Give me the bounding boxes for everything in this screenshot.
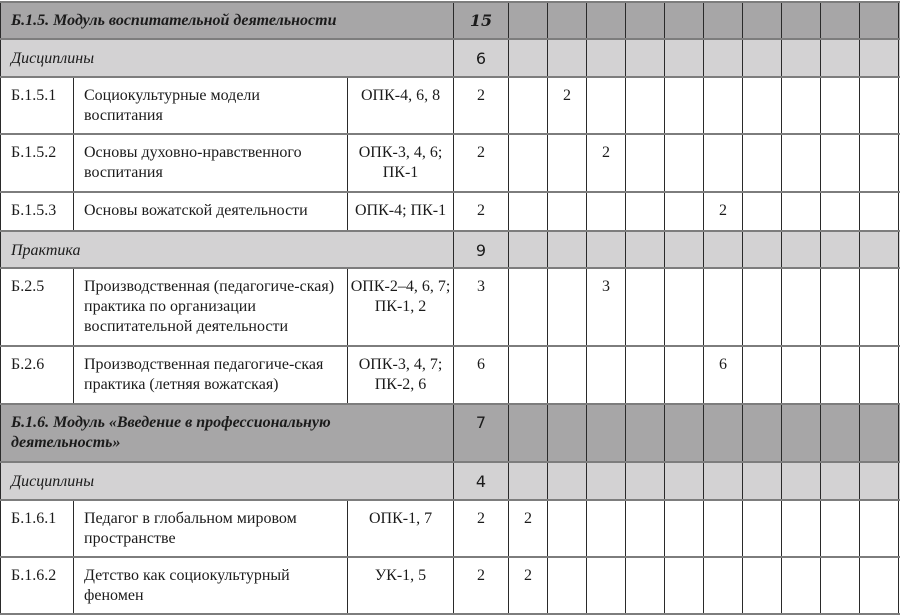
semester-cell xyxy=(587,231,626,268)
total-credits: 2 xyxy=(454,77,509,134)
competencies: УК-1, 5 xyxy=(348,557,454,614)
semester-cell xyxy=(860,231,899,268)
semester-cell xyxy=(704,500,743,557)
semester-cell xyxy=(548,462,587,500)
semester-cell xyxy=(548,500,587,557)
semester-cell xyxy=(587,2,626,39)
module-total-credits: 15 xyxy=(454,2,509,39)
semester-cell xyxy=(860,192,899,231)
section-total-credits: 4 xyxy=(454,462,509,500)
semester-cell xyxy=(704,2,743,39)
semester-cell xyxy=(743,404,782,462)
semester-cell xyxy=(587,192,626,231)
section-row xyxy=(1,231,900,268)
semester-cell xyxy=(665,557,704,614)
semester-cell: 2 xyxy=(509,557,548,614)
semester-cell xyxy=(587,404,626,462)
semester-cell xyxy=(782,404,821,462)
semester-cell xyxy=(860,268,899,346)
semester-cell xyxy=(587,557,626,614)
semester-cell xyxy=(665,268,704,346)
semester-cell xyxy=(626,268,665,346)
semester-cell: 2 xyxy=(509,500,548,557)
semester-cell xyxy=(665,134,704,192)
competencies: ОПК-3, 4, 7; ПК-2, 6 xyxy=(348,346,454,404)
semester-cell xyxy=(860,2,899,39)
discipline-name: Производственная (педагогиче-ская) практика по организации воспитательной деятельности xyxy=(74,268,348,346)
semester-cell xyxy=(704,77,743,134)
semester-cell xyxy=(782,557,821,614)
semester-cell xyxy=(509,39,548,77)
table-row xyxy=(1,268,900,346)
discipline-name: Социокультурные модели воспитания xyxy=(74,77,348,134)
discipline-name: Детство как социокультурный феномен xyxy=(74,557,348,614)
section-total-credits: 6 xyxy=(454,39,509,77)
semester-cell xyxy=(626,2,665,39)
semester-cell xyxy=(509,2,548,39)
semester-cell xyxy=(665,346,704,404)
semester-cell: 2 xyxy=(548,77,587,134)
discipline-code: Б.2.6 xyxy=(1,346,74,404)
semester-cell xyxy=(626,462,665,500)
table-row xyxy=(1,500,900,557)
semester-cell xyxy=(743,346,782,404)
semester-cell xyxy=(860,39,899,77)
semester-cell xyxy=(782,2,821,39)
semester-cell xyxy=(548,39,587,77)
semester-cell xyxy=(587,500,626,557)
module-title: Б.1.6. Модуль «Введение в профессиональную деятельность» xyxy=(1,404,454,462)
section-row xyxy=(1,462,900,500)
table-row xyxy=(1,134,900,192)
module-row xyxy=(1,404,900,462)
semester-cell xyxy=(548,134,587,192)
semester-cell xyxy=(743,500,782,557)
semester-cell xyxy=(821,404,860,462)
semester-cell xyxy=(704,557,743,614)
semester-cell xyxy=(548,346,587,404)
semester-cell xyxy=(821,2,860,39)
semester-cell xyxy=(743,557,782,614)
semester-cell xyxy=(665,462,704,500)
total-credits: 2 xyxy=(454,134,509,192)
semester-cell xyxy=(626,134,665,192)
semester-cell xyxy=(587,77,626,134)
semester-cell xyxy=(782,268,821,346)
semester-cell xyxy=(509,192,548,231)
semester-cell xyxy=(821,557,860,614)
semester-cell xyxy=(665,500,704,557)
semester-cell xyxy=(626,192,665,231)
semester-cell xyxy=(665,231,704,268)
semester-cell xyxy=(743,268,782,346)
semester-cell xyxy=(626,557,665,614)
discipline-name: Педагог в глобальном мировом пространстве xyxy=(74,500,348,557)
semester-cell xyxy=(587,462,626,500)
semester-cell xyxy=(782,462,821,500)
semester-cell xyxy=(782,346,821,404)
semester-cell xyxy=(860,346,899,404)
semester-cell xyxy=(860,134,899,192)
discipline-code: Б.1.5.3 xyxy=(1,192,74,231)
semester-cell xyxy=(743,192,782,231)
module-row xyxy=(1,2,900,39)
semester-cell xyxy=(782,231,821,268)
semester-cell xyxy=(665,192,704,231)
semester-cell xyxy=(821,231,860,268)
table-row xyxy=(1,346,900,404)
semester-cell xyxy=(509,77,548,134)
semester-cell xyxy=(821,77,860,134)
semester-cell: 6 xyxy=(704,346,743,404)
semester-cell xyxy=(665,2,704,39)
semester-cell xyxy=(509,462,548,500)
semester-cell xyxy=(743,462,782,500)
discipline-code: Б.1.5.2 xyxy=(1,134,74,192)
semester-cell xyxy=(548,231,587,268)
semester-cell xyxy=(860,462,899,500)
semester-cell xyxy=(626,39,665,77)
competencies: ОПК-2–4, 6, 7; ПК-1, 2 xyxy=(348,268,454,346)
discipline-name: Основы духовно-нравственного воспитания xyxy=(74,134,348,192)
competencies: ОПК-4, 6, 8 xyxy=(348,77,454,134)
semester-cell xyxy=(548,268,587,346)
semester-cell xyxy=(782,77,821,134)
section-title: Дисциплины xyxy=(1,462,454,500)
semester-cell xyxy=(860,557,899,614)
semester-cell: 2 xyxy=(587,134,626,192)
section-title: Дисциплины xyxy=(1,39,454,77)
semester-cell xyxy=(860,77,899,134)
semester-cell xyxy=(704,39,743,77)
total-credits: 2 xyxy=(454,557,509,614)
semester-cell xyxy=(743,2,782,39)
discipline-name: Основы вожатской деятельности xyxy=(74,192,348,231)
semester-cell xyxy=(509,231,548,268)
semester-cell: 3 xyxy=(587,268,626,346)
semester-cell xyxy=(860,500,899,557)
discipline-name: Производственная педагогиче-ская практика (летняя вожатская) xyxy=(74,346,348,404)
competencies: ОПК-4; ПК-1 xyxy=(348,192,454,231)
semester-cell xyxy=(704,134,743,192)
semester-cell xyxy=(665,404,704,462)
semester-cell xyxy=(548,557,587,614)
section-total-credits: 9 xyxy=(454,231,509,268)
section-title: Практика xyxy=(1,231,454,268)
semester-cell xyxy=(821,39,860,77)
section-row xyxy=(1,39,900,77)
semester-cell xyxy=(548,404,587,462)
competencies: ОПК-3, 4, 6; ПК-1 xyxy=(348,134,454,192)
semester-cell xyxy=(626,500,665,557)
semester-cell xyxy=(821,462,860,500)
total-credits: 2 xyxy=(454,500,509,557)
semester-cell xyxy=(743,134,782,192)
semester-cell xyxy=(821,346,860,404)
semester-cell xyxy=(548,192,587,231)
discipline-code: Б.1.5.1 xyxy=(1,77,74,134)
semester-cell xyxy=(665,77,704,134)
competencies: ОПК-1, 7 xyxy=(348,500,454,557)
semester-cell xyxy=(782,500,821,557)
semester-cell xyxy=(704,462,743,500)
semester-cell xyxy=(509,404,548,462)
semester-cell xyxy=(626,346,665,404)
discipline-code: Б.2.5 xyxy=(1,268,74,346)
semester-cell xyxy=(743,39,782,77)
discipline-code: Б.1.6.1 xyxy=(1,500,74,557)
semester-cell xyxy=(821,134,860,192)
total-credits: 2 xyxy=(454,192,509,231)
table-row xyxy=(1,192,900,231)
semester-cell xyxy=(509,268,548,346)
semester-cell xyxy=(743,77,782,134)
table-row xyxy=(1,77,900,134)
semester-cell xyxy=(704,404,743,462)
curriculum-table xyxy=(0,1,900,615)
semester-cell xyxy=(626,77,665,134)
semester-cell: 2 xyxy=(704,192,743,231)
semester-cell xyxy=(548,2,587,39)
semester-cell xyxy=(821,268,860,346)
semester-cell xyxy=(743,231,782,268)
total-credits: 6 xyxy=(454,346,509,404)
discipline-code: Б.1.6.2 xyxy=(1,557,74,614)
semester-cell xyxy=(626,404,665,462)
table-row xyxy=(1,557,900,614)
semester-cell xyxy=(782,39,821,77)
semester-cell xyxy=(782,192,821,231)
module-total-credits: 7 xyxy=(454,404,509,462)
semester-cell xyxy=(821,500,860,557)
semester-cell xyxy=(509,134,548,192)
semester-cell xyxy=(587,346,626,404)
total-credits: 3 xyxy=(454,268,509,346)
semester-cell xyxy=(509,346,548,404)
semester-cell xyxy=(860,404,899,462)
semester-cell xyxy=(665,39,704,77)
module-title: Б.1.5. Модуль воспитательной деятельности xyxy=(1,2,454,39)
semester-cell xyxy=(626,231,665,268)
semester-cell xyxy=(704,268,743,346)
semester-cell xyxy=(821,192,860,231)
semester-cell xyxy=(782,134,821,192)
semester-cell xyxy=(704,231,743,268)
semester-cell xyxy=(587,39,626,77)
